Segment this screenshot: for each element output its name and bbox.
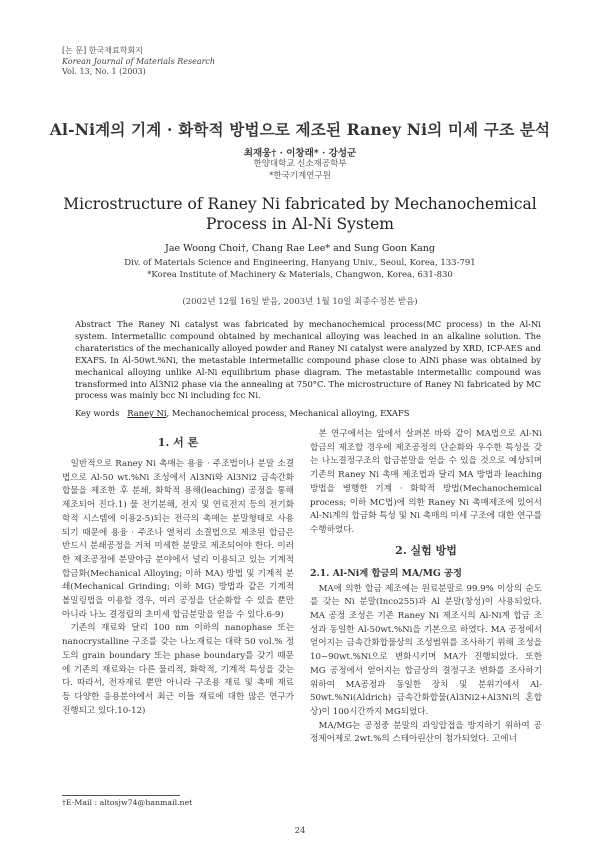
right-column — [310, 428, 542, 747]
section-2-heading: 2. 실험 방법 — [395, 543, 457, 557]
title-english — [0, 194, 600, 234]
received-dates: (2002년 12월 16일 받음, 2003년 1월 10일 최종수정본 받음) — [182, 297, 418, 307]
method-paragraph-1: MA에 의한 합금 제조에는 원료분말로 99.9% 이상의 순도를 갖는 Ni 분말(Inco255)과 Al 분말(창성)이 사용되었다. MA 공정 조성은 기존 Raney Ni 제조시의 Al-Ni계 합금 조성과 동일한 Al-50wt.%Ni을 기본으로 하였다. MA 공정에서 얻어지는 금속간화합물상의 조성범위를 조사하기 위해 조성을 10~90wt.%Ni으로 변화시키며 MA가 진행되었다. 또한 MG 공정에서 얻어지는 합금상의 결정구조 변화를 조사하기 위하여 MA공정과 동일한 장치 및 분위기에서 Al-50wt.%Ni(Aldrich) 금속간화합물(Al3Ni2+Al3Ni의 혼합상)이 100시간까지 MG되었다. — [310, 583, 542, 717]
keyword-first: Raney Ni — [127, 408, 167, 418]
keywords-label: Key words — [75, 408, 120, 418]
affiliation-ko-2: *한국기계연구원 — [269, 171, 331, 181]
affiliation-ko-1: 한양대학교 신소재공학부 — [253, 159, 347, 169]
journal-volume: Vol. 13, No. 1 (2003) — [62, 67, 146, 76]
intro-paragraph-1: 일반적으로 Raney Ni 촉매는 용융 · 주조법이나 분말 소결법으로 Al-50 wt.%Ni 조성에서 Al3Ni와 Al3Ni2 금속간화합물을 제조한 후 분쇄, 화학적 용해(leaching) 공정을 통해 제조되어 진다.1) 물 전기분해, 전지 및 연료전지 등의 전기화학적 시스템에 이용2-5)되는 전극의 촉매는 분말형태로 사용되기 때문에 용융 · 주조나 열처리 소결법으로 제조된 합금은 반드시 분쇄공정을 거쳐 미세한 분말로 제조되어야 한다. 이러한 제조공정에 분말야금 분야에서 널리 이용되고 있는 기계적 합금화(Mechanical Alloying; 이하 MA) 방법 및 기계적 분쇄(Mechanical Grinding; 이하 MG) 방법과 같은 기계적 볼밀링법을 이용할 경우, 여러 공정을 단순화할 수 있을 뿐만 아니라 나노 결정립의 초미세 합금분말을 얻을 수 있다.6-9) — [62, 459, 294, 620]
affiliation-en-2: *Korea Institute of Machinery & Materials, Changwon, Korea, 631-830 — [147, 269, 453, 280]
abstract — [75, 319, 541, 402]
journal-name-en: Korean Journal of Materials Research — [62, 56, 216, 66]
journal-header — [62, 46, 215, 78]
subsection-2-1-heading: 2.1. Al-Ni계 합금의 MA/MG 공정 — [310, 567, 463, 579]
section-1-heading: 1. 서 론 — [157, 436, 199, 449]
title-korean: Al-Ni계의 기계 · 화학적 방법으로 제조된 Raney Ni의 미세 구조 분석 — [49, 120, 551, 139]
abstract-text: The Raney Ni catalyst was fabricated by mechanochemical process(MC process) in the Al-Ni system. Intermetallic compound obtained by mechanical alloying was leached in an alkaline solution. The charateristics of the mechanically alloyed powder and Raney Ni catalyst were analyzed by XRD, ICP-AES and EXAFS. In Al-50wt.%Ni, the metastable intermetallic compound phase close to AlNi phase was obtained by mechanical alloying unlike Al-Ni equilibrium phase diagram. The metastable intermetallic compound was transformed into Al3Ni2 phase via the annealing at 750°C. The microstructure of Raney Ni fabricated by MC process was mainly bcc Ni including fcc Ni. — [75, 319, 541, 401]
intro-paragraph-2: 기존의 재료와 달리 100 nm 이하의 nanophase 또는 nanocrystalline 구조를 갖는 나노재료는 대략 50 vol.% 정도의 grain boundary 또는 phase boundary를 갖기 때문에 기존의 재료와는 다른 물리적, 화학적, 기계적 특성을 갖는다. 따라서, 전자재료 뿐만 아니라 구조용 재료 및 촉매 재료 등 다양한 응용분야에서 최근 이들 재료에 대한 많은 연구가 진행되고 있다.10-12) — [62, 623, 294, 716]
footnote-email: †E-Mail : altosjw74@hanmail.net — [62, 798, 193, 807]
keywords-rest: , Mechanochemical process, Mechanical alloying, EXAFS — [166, 408, 410, 418]
authors-english: Jae Woong Choi†, Chang Rae Lee* and Sung Goon Kang — [165, 243, 435, 254]
footnote-divider — [62, 795, 180, 796]
affiliations-korean — [0, 158, 600, 182]
intro-paragraph-3: 본 연구에서는 앞에서 살펴본 바와 같이 MA법으로 Al-Ni 합금의 제조할 경우에 제조공정의 단순화와 우수한 특성을 갖는 나노결정구조의 합금분말을 얻을 수 있을 것으로 예상되며 기존의 Raney Ni 촉매 제조법과 달리 MA 방법과 leaching 방법을 병행한 기계 · 화학적 방법(Mechanochemical process; 이하 MC법)에 의한 Raney Ni 촉매제조에 있어서 Al-Ni계의 합금화 특성 및 Ni 촉매의 미세 구조에 대한 연구를 수행하였다. — [310, 429, 542, 535]
journal-category: [논 문] 한국재료학회지 — [62, 46, 143, 55]
left-column — [62, 428, 294, 718]
affiliation-en-1: Div. of Materials Science and Engineering, Hanyang Univ., Seoul, Korea, 133-791 — [124, 258, 476, 268]
page-number: 24 — [294, 826, 306, 836]
affiliations-english — [0, 258, 600, 281]
title-en-line-1: Microstructure of Raney Ni fabricated by Mechanochemical — [63, 195, 537, 213]
authors-korean: 최재웅† · 이창래* · 강성군 — [243, 148, 357, 159]
title-en-line-2: Process in Al-Ni System — [206, 215, 394, 233]
method-paragraph-2: MA/MG는 공정중 분말의 과잉압접을 방지하기 위하여 공정제어제로 2wt.%의 스테아린산이 첨가되었다. 고에너 — [310, 720, 542, 745]
abstract-label: Abstract — [75, 319, 112, 329]
keywords — [75, 408, 541, 418]
